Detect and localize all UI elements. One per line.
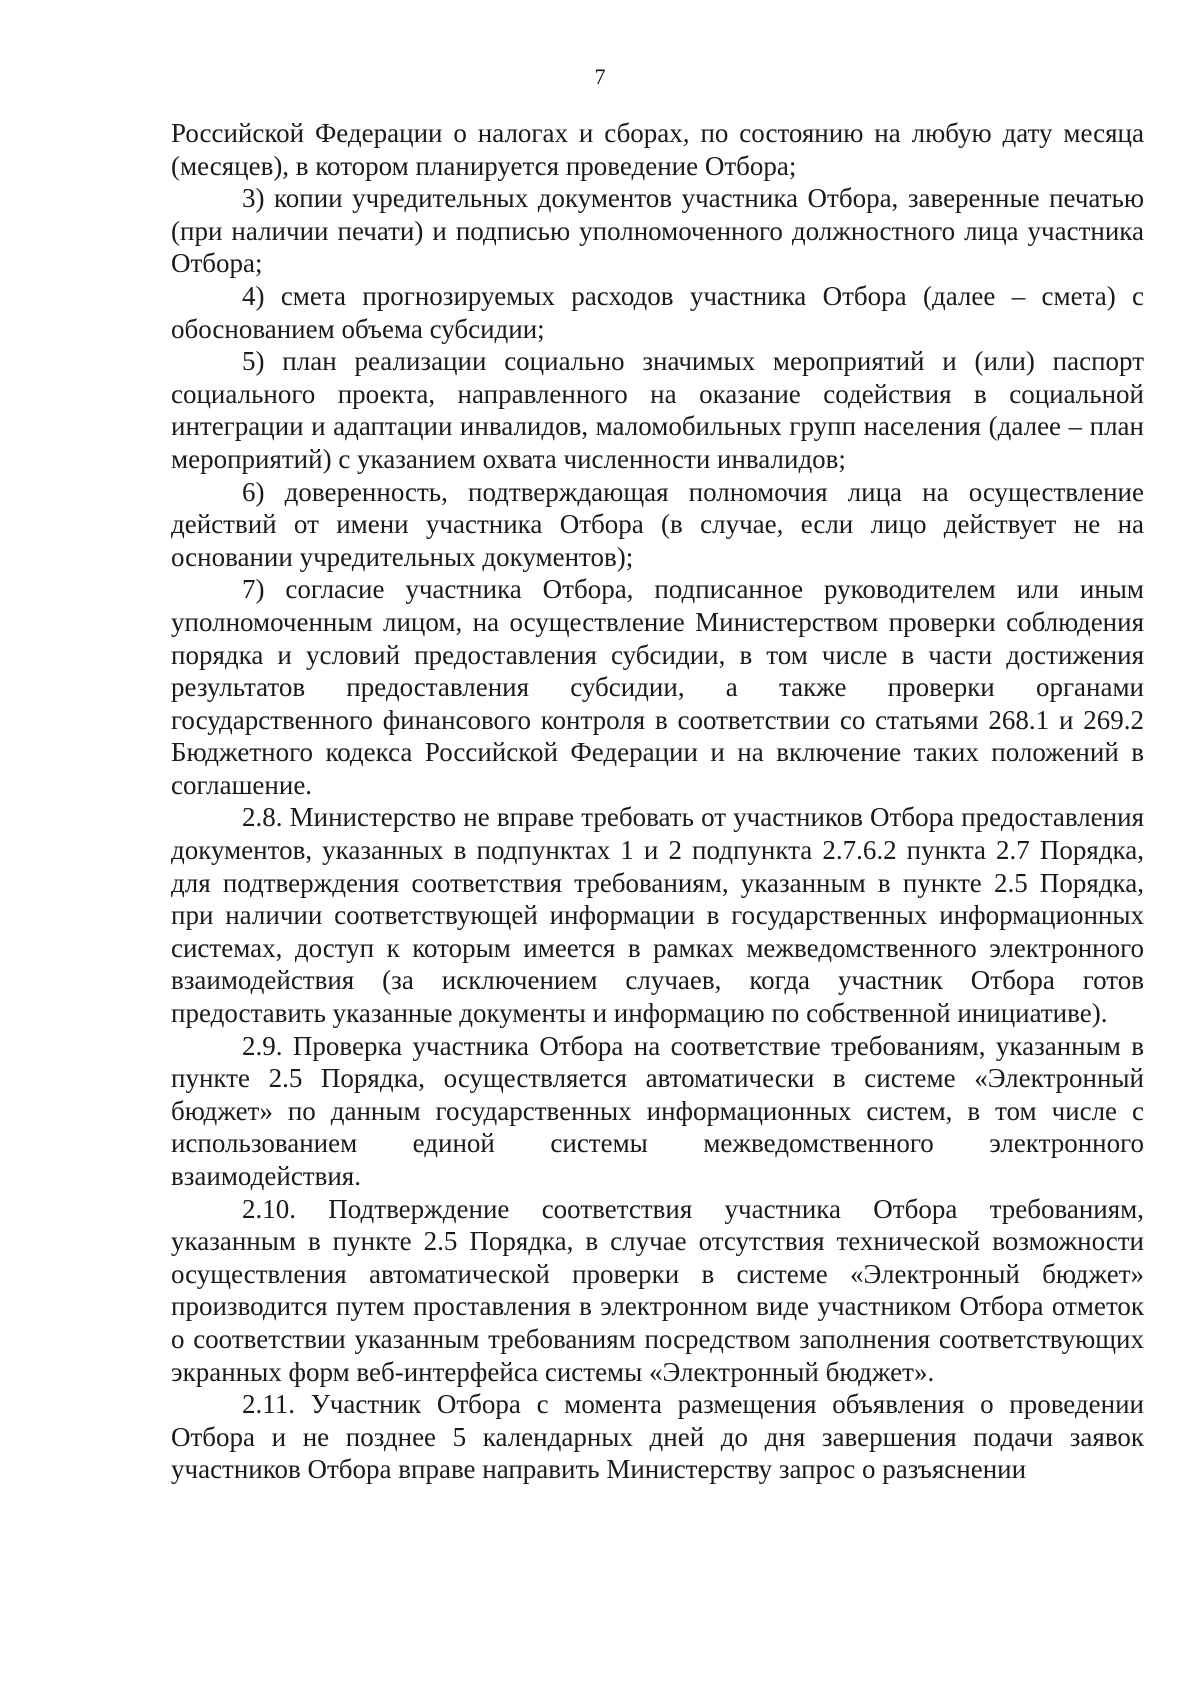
paragraph-item-5: 5) план реализации социально значимых мероприятий и (или) паспорт социального проекта, направленного на оказание содействия в социальной интеграции и адаптации инвалидов, маломобильных групп населения (далее – план мероприятий) с указанием охвата численности инвалидов; [171, 346, 1144, 474]
paragraph-item-3: 3) копии учредительных документов участника Отбора, заверенные печатью (при наличии печати) и подписью уполномоченного должностного лица участника Отбора; [171, 183, 1144, 279]
document-body [171, 117, 1144, 1486]
paragraph-2-11: 2.11. Участник Отбора с момента размещения объявления о проведении Отбора и не позднее 5 календарных дней до дня завершения подачи заявок участников Отбора вправе направить Министерству запрос о разъяснении [171, 1389, 1144, 1485]
paragraph-item-4: 4) смета прогнозируемых расходов участника Отбора (далее – смета) с обоснованием объема субсидии; [171, 280, 1144, 344]
paragraph-2-8: 2.8. Министерство не вправе требовать от участников Отбора предоставления документов, указанных в подпунктах 1 и 2 подпункта 2.7.6.2 пункта 2.7 Порядка, для подтверждения соответствия требованиям, указанным в пункте 2.5 Порядка, при наличии соответствующей информации в государственных информационных системах, доступ к которым имеется в рамках межведомственного электронного взаимодействия (за исключением случаев, когда участник Отбора готов предоставить указанные документы и информацию по собственной инициативе). [171, 802, 1144, 1029]
page-number: 7 [594, 64, 606, 89]
paragraph-item-7: 7) согласие участника Отбора, подписанное руководителем или иным уполномоченным лицом, на осуществление Министерством проверки соблюдения порядка и условий предоставления субсидии, в том числе в части достижения результатов предоставления субсидии, а также проверки органами государственного финансового контроля в соответствии со статьями 268.1 и 269.2 Бюджетного кодекса Российской Федерации и на включение таких положений в соглашение. [171, 574, 1144, 800]
paragraph-2-10: 2.10. Подтверждение соответствия участника Отбора требованиям, указанным в пункте 2.5 Порядка, в случае отсутствия технической возможности осуществления автоматической проверки в системе «Электронный бюджет» производится путем проставления в электронном виде участником Отбора отметок о соответствии указанным требованиям посредством заполнения соответствующих экранных форм веб-интерфейса системы «Электронный бюджет». [171, 1193, 1144, 1387]
paragraph-item-6: 6) доверенность, подтверждающая полномочия лица на осуществление действий от имени участника Отбора (в случае, если лицо действует не на основании учредительных документов); [171, 476, 1144, 572]
paragraph-2-9: 2.9. Проверка участника Отбора на соответствие требованиям, указанным в пункте 2.5 Порядка, осуществляется автоматически в системе «Электронный бюджет» по данным государственных информационных систем, в том числе с использованием единой системы межведомственного электронного взаимодействия. [171, 1030, 1144, 1191]
paragraph-continuation: Российской Федерации о налогах и сборах, по состоянию на любую дату месяца (месяцев), в котором планируется проведение Отбора; [171, 118, 1144, 181]
